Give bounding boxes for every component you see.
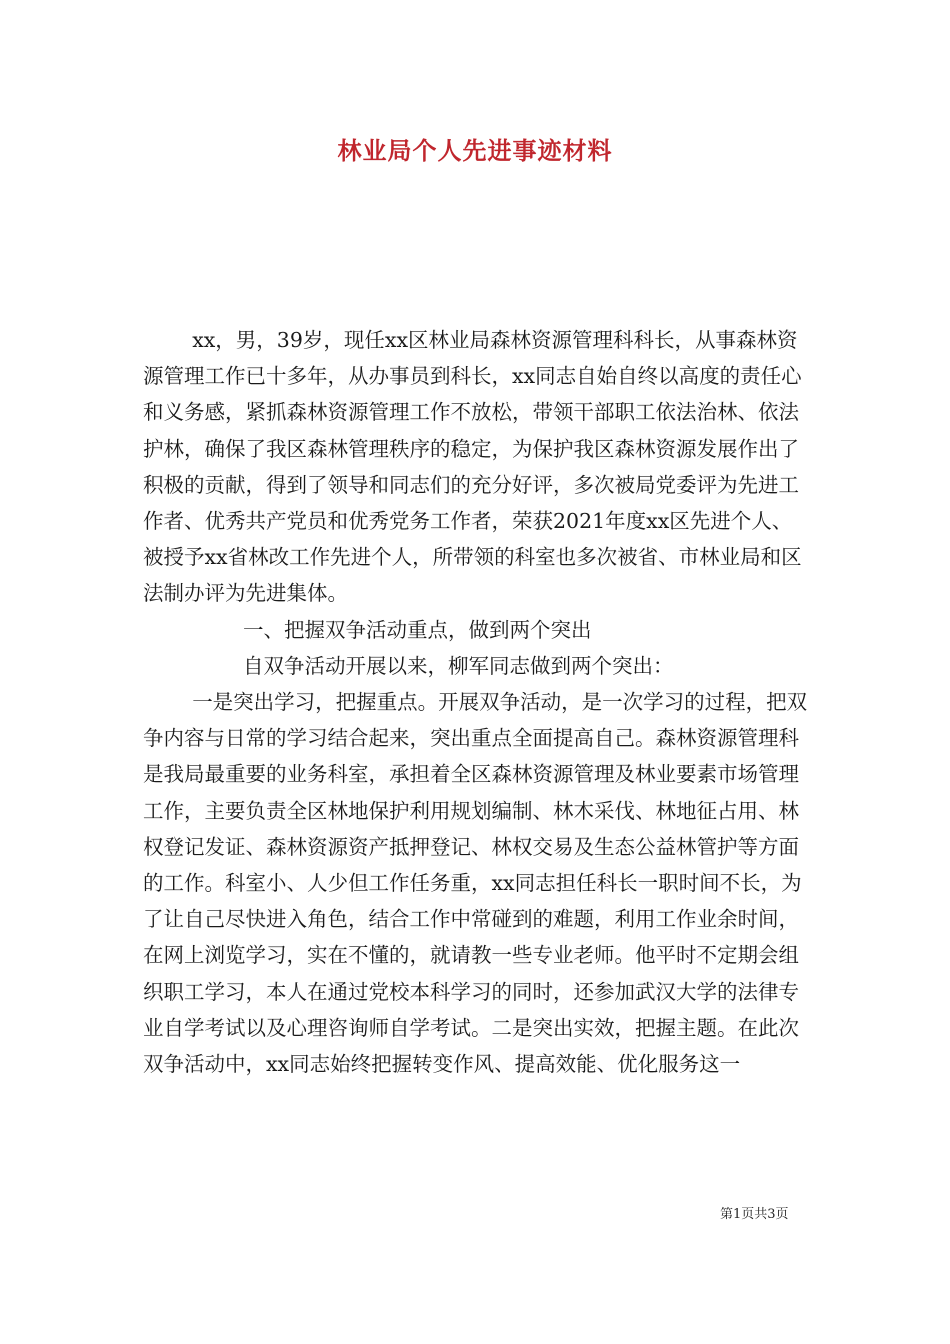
paragraph-detail: 一是突出学习，把握重点。开展双争活动，是一次学习的过程，把双争内容与日常的学习结合起来，突出重点全面提高自己。森林资源管理科是我局最重要的业务科室，承担着全区森林资源管理及林业要素市场管理工作，主要负责全区林地保护利用规划编制、林木采伐、林地征占用、林权登记发证、森林资源资产抵押登记、林权交易及生态公益林管护等方面的工作。科室小、人少但工作任务重，xx同志担任科长一职时间不长，为了让自己尽快进入角色，结合工作中常碰到的难题，利用工作业余时间，在网上浏览学习，实在不懂的，就请教一些专业老师。他平时不定期会组织职工学习，本人在通过党校本科学习的同时，还参加武汉大学的法律专业自学考试以及心理咨询师自学考试。二是突出实效，把握主题。在此次双争活动中，xx同志始终把握转变作风、提高效能、优化服务这一 — [143, 690, 808, 1077]
paragraph-intro: xx，男，39岁，现任xx区林业局森林资源管理科科长，从事森林资源管理工作已十多年，从办事员到科长，xx同志自始自终以高度的责任心和义务感，紧抓森林资源管理工作不放松，带领干部职工依法治林、依法护林，确保了我区森林管理秩序的稳定，为保护我区森林资源发展作出了积极的贡献，得到了领导和同志们的充分好评，多次被局党委评为先进工作者、优秀共产党员和优秀党务工作者，荣获2021年度xx区先进个人、被授予xx省林改工作先进个人，所带领的科室也多次被省、市林业局和区法制办评为先进集体。 — [143, 328, 802, 606]
document-body — [143, 322, 811, 1082]
document-title: 林业局个人先进事迹材料 — [337, 136, 613, 165]
page-indicator: 第1页共3页 — [720, 1207, 789, 1222]
paragraph-summary: 自双争活动开展以来，柳军同志做到两个突出： — [243, 653, 674, 678]
section-heading: 一、把握双争活动重点，做到两个突出 — [243, 617, 592, 642]
